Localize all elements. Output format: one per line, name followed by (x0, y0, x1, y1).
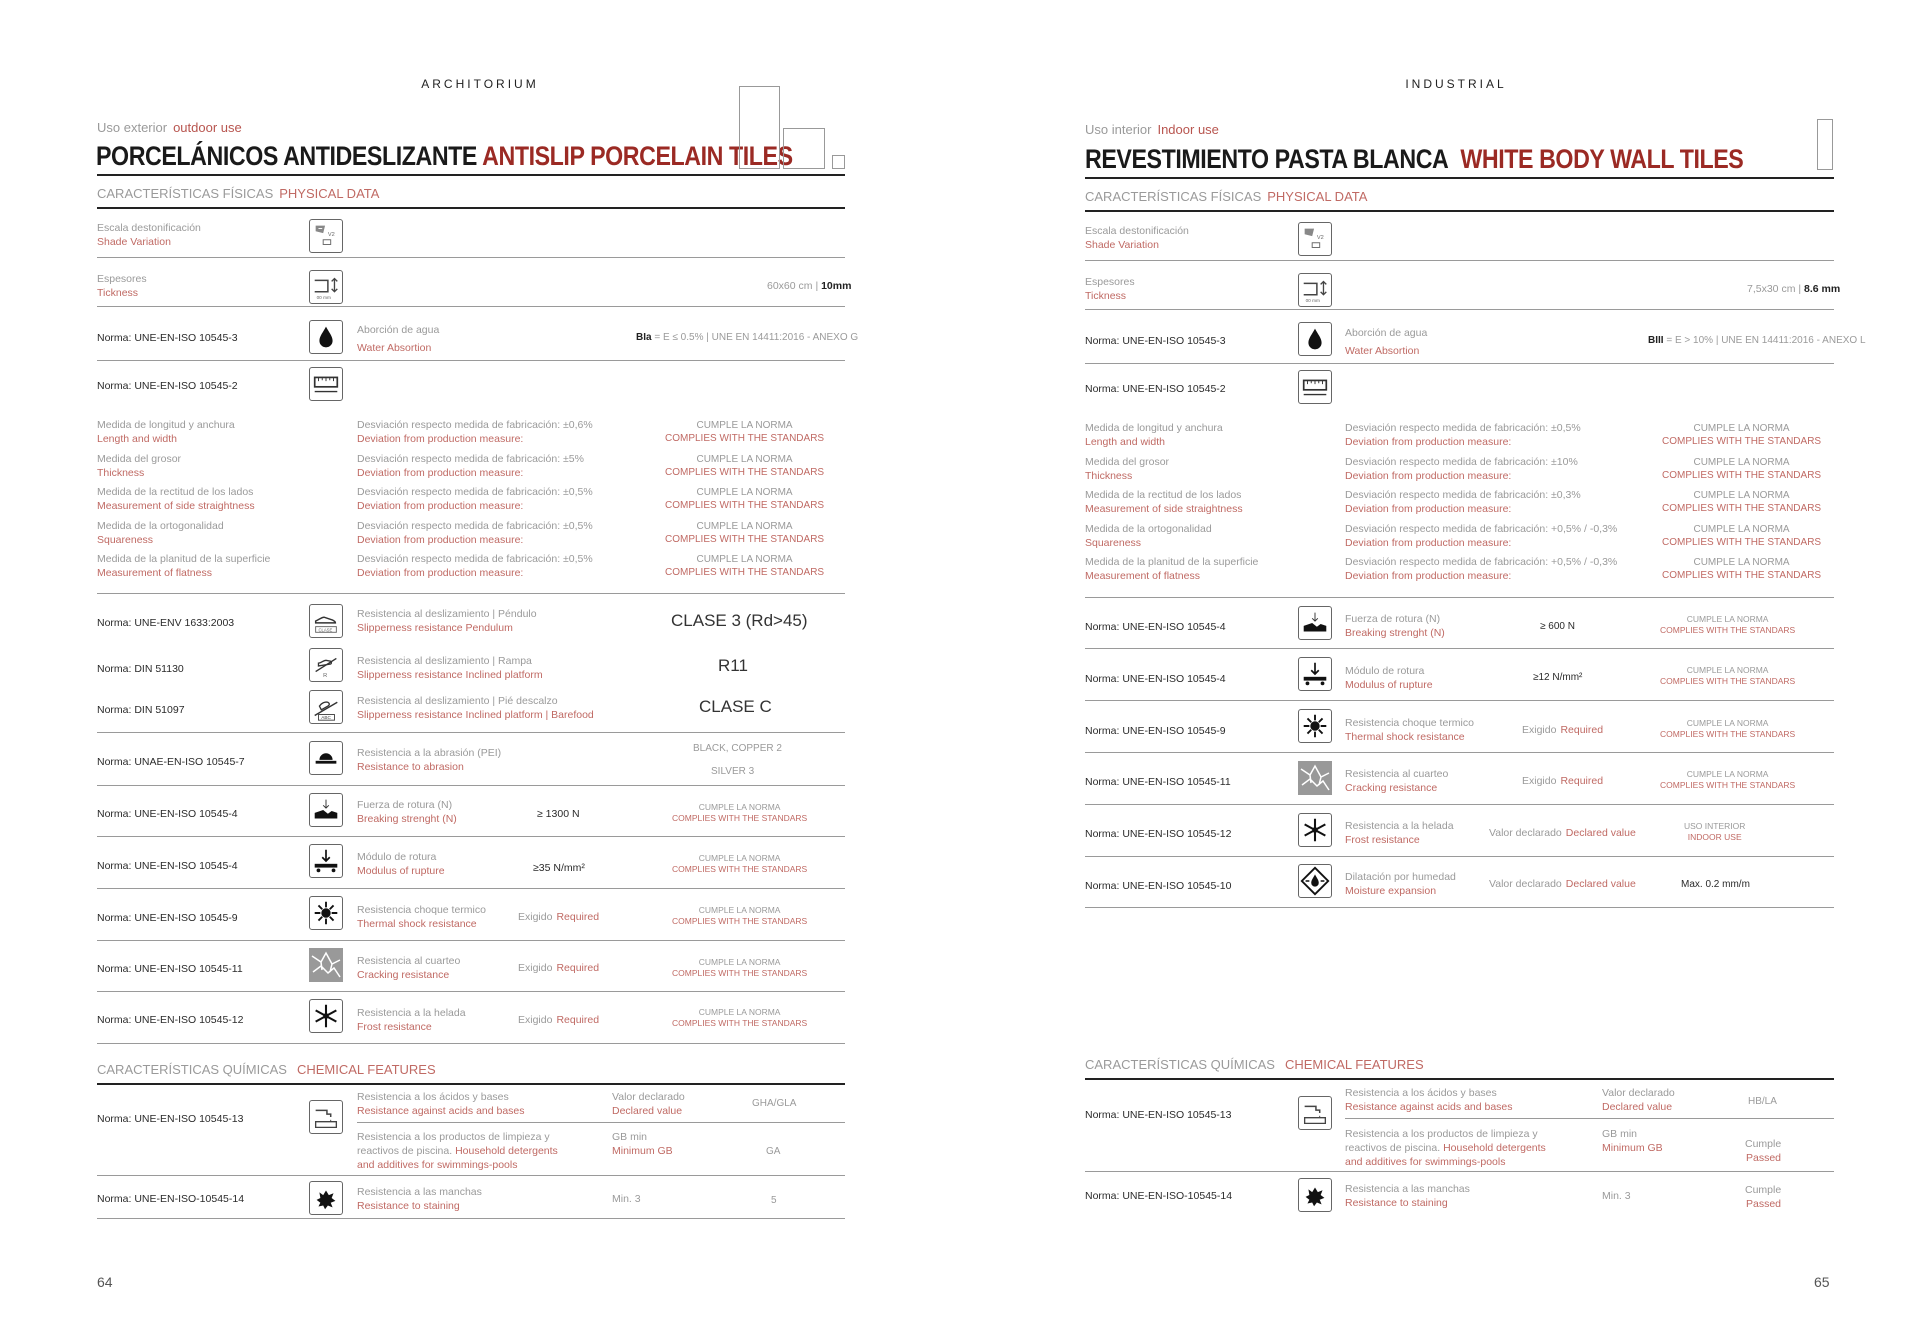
modulus-label-es: Módulo de rotura (357, 851, 437, 863)
thermal-required: Exigido Required (1522, 724, 1604, 736)
stain-norm: Norma: UNE-EN-ISO-10545-14 (1085, 1190, 1233, 1202)
complies-en: COMPLIES WITH THE STANDARS (665, 433, 825, 444)
dimension-label-en: Length and width (1085, 436, 1165, 448)
complies-en: COMPLIES WITH THE STANDARS (1662, 436, 1822, 447)
chemical-rule (1085, 1078, 1834, 1080)
dimension-deviation-es: Desviación respecto medida de fabricación: ±0,5% (357, 553, 593, 565)
dimension-deviation-en: Deviation from production measure: (1345, 503, 1512, 515)
frost-label-en: Frost resistance (1345, 834, 1420, 846)
stain-label-en: Resistance to staining (1345, 1197, 1448, 1209)
complies-en: COMPLIES WITH THE STANDARS (665, 533, 825, 545)
crack-required: Exigido Required (518, 962, 600, 974)
dimension-complies (665, 520, 824, 546)
dimension-deviation-en: Deviation from production measure: (357, 466, 524, 479)
barefoot-value: CLASE C (699, 697, 772, 716)
page-title: PORCELÁNICOS ANTIDESLIZANTE ANTISLIP PORCELAIN TILES (96, 141, 793, 171)
cleaning-min-en: Minimum GB (1602, 1142, 1663, 1154)
dimension-label-es: Medida del grosor (1085, 455, 1170, 468)
thickness-value: 60x60 cm | 10mm (767, 280, 852, 292)
dimension-deviation-es: Desviación respecto medida de fabricación: ±0,6% (357, 419, 593, 431)
frost-label-es: Resistencia a la helada (1345, 820, 1454, 832)
snowflake-icon (1298, 813, 1332, 847)
row-divider (1085, 804, 1834, 805)
row-divider (1345, 1118, 1834, 1119)
shade-variation-icon (309, 219, 343, 253)
modulus-complies: CUMPLE LA NORMA COMPLIES WITH THE STANDARS (1660, 665, 1796, 686)
pendulum-shoe-icon (309, 604, 343, 638)
modulus-label-es: Módulo de rotura (1345, 665, 1425, 677)
row-divider (97, 593, 845, 594)
row-divider (97, 785, 845, 786)
dimension-deviation-es: Desviación respecto medida de fabricación: ±0,5% (357, 486, 593, 498)
page-title: REVESTIMIENTO PASTA BLANCA WHITE BODY WALL TILES (1085, 144, 1744, 174)
breaking-value: ≥ 1300 N (537, 808, 580, 820)
dimensions-norm: Norma: UNE-EN-ISO 10545-2 (1085, 383, 1226, 395)
breaking-norm: Norma: UNE-EN-ISO 10545-4 (97, 808, 238, 820)
shade-label-es: Escala destonificación (1085, 225, 1189, 237)
dimension-complies (1662, 456, 1821, 482)
row-divider (97, 1175, 845, 1176)
modulus-value: ≥12 N/mm² (1533, 672, 1583, 683)
cleaning-min-es: GB min (1602, 1128, 1638, 1140)
dimension-label-es: Medida de la ortogonalidad (97, 519, 224, 532)
collection-name: INDUSTRIAL (1405, 77, 1507, 91)
acid-declared-en: Declared value (1602, 1101, 1673, 1113)
row-divider (1085, 907, 1834, 908)
cleaning-label-en-3: and additives for swimmings-pools (357, 1159, 518, 1171)
breaking-value: ≥ 600 N (1540, 621, 1575, 632)
physical-rule (97, 207, 845, 209)
dimension-label-en: Squareness (97, 533, 154, 546)
crack-norm: Norma: UNE-EN-ISO 10545-11 (97, 963, 243, 975)
dimension-complies (1662, 489, 1821, 515)
barefoot-icon (309, 690, 343, 724)
dimension-deviation-es: Desviación respecto medida de fabricación: +0,5% / -0,3% (1345, 556, 1618, 568)
snowflake-icon (309, 999, 343, 1033)
modulus-label-en: Modulus of rupture (1345, 679, 1433, 691)
thermal-label-en: Thermal shock resistance (1345, 731, 1465, 743)
dimension-deviation-en: Deviation from production measure: (1345, 570, 1512, 582)
use-label: Uso interior Indoor use (1085, 122, 1219, 137)
row-divider (1085, 309, 1834, 310)
frost-norm: Norma: UNE-EN-ISO 10545-12 (97, 1014, 244, 1026)
dimension-deviation-en: Deviation from production measure: (357, 433, 524, 445)
stain-norm: Norma: UNE-EN-ISO-10545-14 (97, 1193, 245, 1205)
crack-icon (1298, 761, 1332, 795)
stain-label-en: Resistance to staining (357, 1200, 460, 1212)
dimension-label-es: Medida del grosor (97, 452, 182, 465)
shade-variation-icon (1298, 222, 1332, 256)
moisture-label-en: Moisture expansion (1345, 885, 1437, 897)
thickness-icon (1298, 273, 1332, 307)
abrasion-icon (309, 741, 343, 775)
acid-tap-icon (309, 1100, 343, 1134)
complies-es: CUMPLE LA NORMA (696, 487, 793, 498)
dimension-complies (1662, 556, 1821, 582)
dimension-deviation-en: Deviation from production measure: (357, 533, 524, 546)
frost-value: USO INTERIOR INDOOR USE (1684, 821, 1746, 842)
acid-value: HB/LA (1748, 1096, 1777, 1107)
water-label-en: Water Absortion (357, 342, 432, 354)
pendulum-label-es: Resistencia al deslizamiento | Péndulo (357, 608, 537, 620)
cleaning-value: GA (766, 1146, 781, 1157)
svg-text:V2: V2 (1316, 235, 1324, 241)
complies-es: CUMPLE LA NORMA (1693, 423, 1790, 434)
row-divider (1085, 856, 1834, 857)
barefoot-label-es: Resistencia al deslizamiento | Pié descalzo (357, 695, 558, 707)
shade-label-en: Shade Variation (1085, 239, 1159, 251)
stain-value-1: Cumple (1745, 1184, 1782, 1196)
row-divider (1085, 260, 1834, 261)
page-number: 64 (97, 1274, 113, 1290)
stain-value: 5 (771, 1195, 777, 1206)
cleaning-value-1: Cumple (1745, 1138, 1782, 1150)
row-divider (97, 732, 845, 733)
complies-es: CUMPLE LA NORMA (696, 453, 793, 465)
cleaning-label-2: reactivos de piscina. Household detergents (1345, 1142, 1546, 1154)
dimension-label-en: Length and width (97, 433, 177, 445)
stain-label-es: Resistencia a las manchas (357, 1186, 482, 1198)
complies-es: CUMPLE LA NORMA (1693, 557, 1790, 568)
dimension-label-es: Medida de la ortogonalidad (1085, 522, 1212, 535)
complies-en: COMPLIES WITH THE STANDARS (665, 500, 825, 511)
thermal-label-en: Thermal shock resistance (357, 918, 477, 930)
acid-label-es: Resistencia a los ácidos y bases (1345, 1087, 1497, 1099)
dimension-complies (1662, 523, 1821, 549)
pendulum-value: CLASE 3 (Rd>45) (671, 611, 808, 630)
frost-complies: CUMPLE LA NORMA COMPLIES WITH THE STANDARS (672, 1007, 808, 1028)
dimension-deviation-es: Desviación respecto medida de fabricación: ±0,5% (1345, 422, 1581, 434)
water-value: BIa = E ≤ 0.5% | UNE EN 14411:2016 - ANEXO G (636, 332, 859, 343)
thickness-icon (309, 270, 343, 304)
dimension-label-en: Measurement of flatness (97, 567, 212, 579)
thermal-norm: Norma: UNE-EN-ISO 10545-9 (1085, 725, 1226, 737)
thickness-value: 7,5x30 cm | 8.6 mm (1747, 283, 1841, 295)
modulus-complies: CUMPLE LA NORMA COMPLIES WITH THE STANDARS (672, 853, 808, 874)
dimension-complies (665, 453, 824, 479)
moisture-norm: Norma: UNE-EN-ISO 10545-10 (1085, 880, 1232, 892)
svg-text:CLASE: CLASE (318, 627, 333, 633)
thickness-label-en: Tickness (1085, 290, 1127, 302)
row-divider (97, 836, 845, 837)
moisture-expansion-icon (1298, 864, 1332, 898)
crack-icon (309, 948, 343, 982)
dimension-deviation-en: Deviation from production measure: (357, 500, 524, 512)
title-rule (1085, 177, 1834, 179)
barefoot-norm: Norma: DIN 51097 (97, 704, 185, 716)
abrasion-norm: Norma: UNAE-EN-ISO 10545-7 (97, 756, 245, 768)
dimension-label-es: Medida de la rectitud de los lados (1085, 489, 1242, 501)
complies-es: CUMPLE LA NORMA (1693, 523, 1790, 535)
complies-es: CUMPLE LA NORMA (1693, 490, 1790, 501)
physical-rule (1085, 210, 1834, 212)
svg-text:R: R (323, 673, 328, 680)
dimension-label-es: Medida de longitud y anchura (97, 419, 235, 431)
acid-value: GHA/GLA (752, 1098, 797, 1109)
frost-required: Exigido Required (518, 1014, 600, 1026)
crack-complies: CUMPLE LA NORMA COMPLIES WITH THE STANDARS (672, 957, 808, 978)
title-rule (97, 174, 845, 176)
dimension-label-en: Thickness (1085, 469, 1133, 482)
thermal-norm: Norma: UNE-EN-ISO 10545-9 (97, 912, 238, 924)
dimension-label-es: Medida de la planitud de la superficie (1085, 556, 1259, 568)
thermal-shock-icon (309, 896, 343, 930)
water-label-es: Aborción de agua (357, 324, 440, 336)
breaking-norm: Norma: UNE-EN-ISO 10545-4 (1085, 621, 1226, 633)
row-divider (1085, 648, 1834, 649)
ramp-label-es: Resistencia al deslizamiento | Rampa (357, 655, 532, 667)
modulus-label-en: Modulus of rupture (357, 865, 445, 877)
thermal-shock-icon (1298, 709, 1332, 743)
stain-value-2: Passed (1746, 1198, 1782, 1210)
page-number: 65 (1814, 1274, 1830, 1290)
format-rect-medium (783, 128, 825, 169)
dimension-deviation-es: Desviación respecto medida de fabricación: ±5% (357, 452, 584, 465)
complies-en: COMPLIES WITH THE STANDARS (665, 567, 825, 578)
chemical-rule (97, 1083, 845, 1085)
row-divider (97, 306, 845, 307)
frost-norm: Norma: UNE-EN-ISO 10545-12 (1085, 828, 1232, 840)
acid-declared-es: Valor declarado (612, 1091, 685, 1103)
dimension-deviation-es: Desviación respecto medida de fabricación: ±10% (1345, 455, 1578, 468)
complies-en: COMPLIES WITH THE STANDARS (1662, 570, 1822, 581)
thickness-label-es: Espesores (97, 273, 147, 285)
thermal-label-es: Resistencia choque termico (357, 904, 486, 916)
acid-declared-es: Valor declarado (1602, 1087, 1675, 1099)
dimension-complies (1662, 422, 1821, 448)
dimension-deviation-en: Deviation from production measure: (1345, 469, 1512, 482)
stain-icon (1298, 1178, 1332, 1212)
breaking-label-en: Breaking strenght (N) (1345, 627, 1445, 639)
frost-declared: Valor declarado Declared value (1489, 827, 1636, 839)
ramp-value: R11 (718, 656, 748, 675)
svg-text:00 mm: 00 mm (1305, 298, 1320, 304)
dimension-label-es: Medida de longitud y anchura (1085, 422, 1223, 434)
row-divider (1085, 597, 1834, 598)
cleaning-value-2: Passed (1746, 1152, 1782, 1164)
stain-min: Min. 3 (1602, 1190, 1631, 1202)
dimension-label-es: Medida de la planitud de la superficie (97, 553, 271, 565)
chemical-heading: CARACTERÍSTICAS QUÍMICAS CHEMICAL FEATURES (97, 1062, 436, 1077)
modulus-rupture-icon (309, 844, 343, 878)
ruler-icon (1298, 370, 1332, 404)
complies-en: COMPLIES WITH THE STANDARS (665, 466, 825, 478)
breaking-label-en: Breaking strenght (N) (357, 813, 457, 825)
dimension-label-es: Medida de la rectitud de los lados (97, 486, 254, 498)
complies-es: CUMPLE LA NORMA (1693, 456, 1790, 468)
physical-heading: CARACTERÍSTICAS FÍSICAS PHYSICAL DATA (97, 186, 380, 201)
acid-norm: Norma: UNE-EN-ISO 10545-13 (1085, 1109, 1232, 1121)
ruler-icon (309, 367, 343, 401)
acid-tap-icon (1298, 1096, 1332, 1130)
pendulum-label-en: Slipperness resistance Pendulum (357, 622, 513, 634)
breaking-label-es: Fuerza de rotura (N) (1345, 613, 1441, 625)
acid-label-en: Resistance against acids and bases (1345, 1101, 1513, 1113)
acid-declared-en: Declared value (612, 1105, 683, 1117)
complies-en: COMPLIES WITH THE STANDARS (1662, 469, 1822, 481)
dimension-label-en: Thickness (97, 466, 145, 479)
ramp-norm: Norma: DIN 51130 (97, 663, 184, 675)
format-rect-large (739, 86, 780, 169)
modulus-rupture-icon (1298, 657, 1332, 691)
cleaning-min-en: Minimum GB (612, 1145, 673, 1157)
physical-heading: CARACTERÍSTICAS FÍSICAS PHYSICAL DATA (1085, 189, 1368, 204)
thermal-complies: CUMPLE LA NORMA COMPLIES WITH THE STANDARS (1660, 718, 1796, 739)
modulus-norm: Norma: UNE-EN-ISO 10545-4 (97, 860, 238, 872)
row-divider (1085, 1171, 1834, 1172)
barefoot-label-en: Slipperness resistance Inclined platform | Barefood (357, 709, 594, 721)
frost-label-en: Frost resistance (357, 1021, 432, 1033)
row-divider (97, 257, 845, 258)
complies-en: COMPLIES WITH THE STANDARS (1662, 503, 1822, 514)
dimension-label-en: Squareness (1085, 536, 1142, 549)
abrasion-value-2: SILVER 3 (711, 766, 755, 777)
cleaning-label-es-1: Resistencia a los productos de limpieza y (357, 1131, 550, 1143)
row-divider (1085, 363, 1834, 364)
breaking-strength-icon (1298, 606, 1332, 640)
row-divider (97, 940, 845, 941)
frost-label-es: Resistencia a la helada (357, 1007, 466, 1019)
row-divider (357, 1122, 845, 1123)
stain-icon (309, 1181, 343, 1215)
chemical-heading: CARACTERÍSTICAS QUÍMICAS CHEMICAL FEATURES (1085, 1057, 1424, 1072)
dimension-deviation-es: Desviación respecto medida de fabricación: ±0,3% (1345, 489, 1581, 501)
row-divider (97, 360, 845, 361)
moisture-value: Max. 0.2 mm/m (1681, 879, 1750, 890)
dimension-deviation-en: Deviation from production measure: (1345, 536, 1512, 549)
row-divider (97, 1043, 845, 1044)
abrasion-value-1: BLACK, COPPER 2 (693, 743, 782, 754)
collection-name: ARCHITORIUM (421, 77, 539, 91)
complies-es: CUMPLE LA NORMA (696, 420, 793, 431)
stain-min: Min. 3 (612, 1193, 641, 1205)
row-divider (97, 888, 845, 889)
breaking-complies: CUMPLE LA NORMA COMPLIES WITH THE STANDARS (1660, 614, 1796, 635)
water-drop-icon (1298, 322, 1332, 356)
cleaning-label-2: reactivos de piscina. Household detergents (357, 1145, 558, 1157)
shade-label-es: Escala destonificación (97, 222, 201, 234)
water-label-en: Water Absortion (1345, 345, 1420, 357)
crack-label-en: Cracking resistance (357, 969, 450, 981)
acid-label-en: Resistance against acids and bases (357, 1105, 525, 1117)
dimension-deviation-es: Desviación respecto medida de fabricación: +0,5% / -0,3% (1345, 522, 1618, 535)
shade-label-en: Shade Variation (97, 236, 171, 248)
row-divider (1085, 752, 1834, 753)
water-norm: Norma: UNE-EN-ISO 10545-3 (1085, 335, 1226, 347)
thickness-label-en: Tickness (97, 287, 139, 299)
dimension-complies (665, 553, 824, 579)
svg-text:ABC: ABC (321, 715, 331, 721)
thickness-label-es: Espesores (1085, 276, 1135, 288)
dimension-label-en: Measurement of side straightness (97, 500, 255, 512)
cleaning-label-en-3: and additives for swimmings-pools (1345, 1156, 1506, 1168)
water-value: BIII = E > 10% | UNE EN 14411:2016 - ANEXO L (1648, 335, 1866, 346)
water-norm: Norma: UNE-EN-ISO 10545-3 (97, 332, 238, 344)
breaking-complies: CUMPLE LA NORMA COMPLIES WITH THE STANDARS (672, 802, 808, 823)
acid-norm: Norma: UNE-EN-ISO 10545-13 (97, 1113, 244, 1125)
abrasion-label-en: Resistance to abrasion (357, 761, 464, 773)
pendulum-norm: Norma: UNE-ENV 1633:2003 (97, 617, 235, 629)
water-drop-icon (309, 320, 343, 354)
stain-label-es: Resistencia a las manchas (1345, 1183, 1470, 1195)
crack-label-es: Resistencia al cuarteo (1345, 768, 1449, 780)
abrasion-label-es: Resistencia a la abrasión (PEI) (357, 747, 502, 759)
moisture-declared: Valor declarado Declared value (1489, 878, 1636, 890)
thermal-complies: CUMPLE LA NORMA COMPLIES WITH THE STANDARS (672, 905, 808, 926)
modulus-value: ≥35 N/mm² (533, 862, 585, 874)
format-rect-tall (1817, 119, 1833, 170)
svg-text:00 mm: 00 mm (316, 295, 331, 301)
complies-en: COMPLIES WITH THE STANDARS (1662, 536, 1822, 548)
dimension-complies (665, 419, 824, 445)
acid-label-es: Resistencia a los ácidos y bases (357, 1091, 509, 1103)
complies-es: CUMPLE LA NORMA (696, 554, 793, 565)
breaking-strength-icon (309, 793, 343, 827)
cleaning-label-es-1: Resistencia a los productos de limpieza y (1345, 1128, 1538, 1140)
dimension-deviation-es: Desviación respecto medida de fabricación: ±0,5% (357, 519, 593, 532)
row-divider (97, 1218, 845, 1219)
crack-complies: CUMPLE LA NORMA COMPLIES WITH THE STANDARS (1660, 769, 1796, 790)
breaking-label-es: Fuerza de rotura (N) (357, 799, 453, 811)
crack-label-en: Cracking resistance (1345, 782, 1438, 794)
format-rect-small (832, 155, 845, 169)
ramp-label-en: Slipperness resistance Inclined platform (357, 669, 543, 681)
crack-required: Exigido Required (1522, 775, 1604, 787)
crack-label-es: Resistencia al cuarteo (357, 955, 461, 967)
thermal-label-es: Resistencia choque termico (1345, 717, 1474, 729)
crack-norm: Norma: UNE-EN-ISO 10545-11 (1085, 776, 1231, 788)
dimension-deviation-en: Deviation from production measure: (1345, 436, 1512, 448)
row-divider (97, 991, 845, 992)
dimension-deviation-en: Deviation from production measure: (357, 567, 524, 579)
use-label: Uso exterior outdoor use (97, 120, 242, 135)
svg-text:V2: V2 (327, 232, 335, 238)
moisture-label-es: Dilatación por humedad (1345, 871, 1456, 883)
dimension-label-en: Measurement of side straightness (1085, 503, 1243, 515)
modulus-norm: Norma: UNE-EN-ISO 10545-4 (1085, 673, 1226, 685)
complies-es: CUMPLE LA NORMA (696, 520, 793, 532)
water-label-es: Aborción de agua (1345, 327, 1428, 339)
ramp-shoe-icon (309, 648, 343, 682)
thermal-required: Exigido Required (518, 911, 600, 923)
cleaning-min-es: GB min (612, 1131, 648, 1143)
right-page (960, 0, 1920, 1343)
row-divider (1085, 700, 1834, 701)
dimension-complies (665, 486, 824, 512)
dimensions-norm: Norma: UNE-EN-ISO 10545-2 (97, 380, 238, 392)
dimension-label-en: Measurement of flatness (1085, 570, 1200, 582)
